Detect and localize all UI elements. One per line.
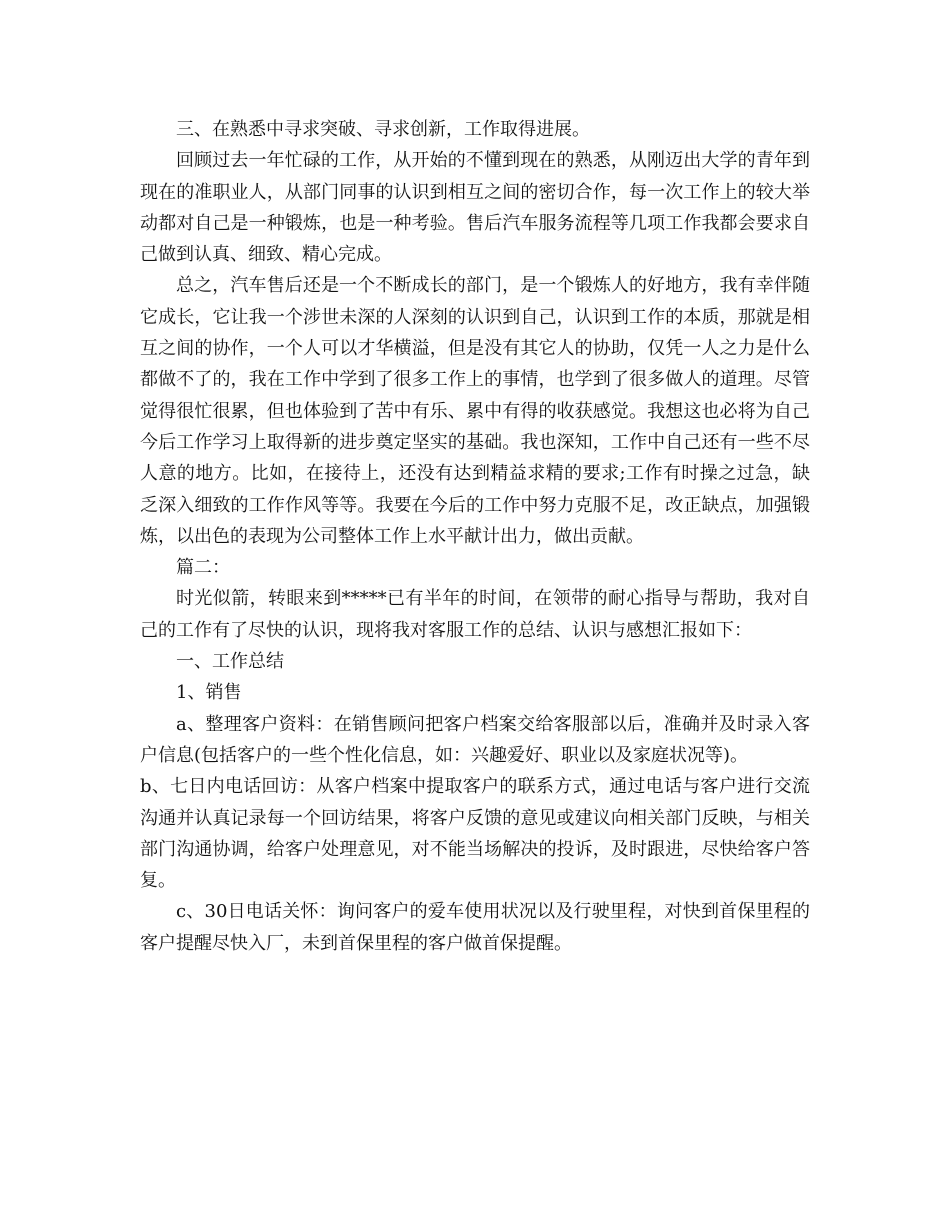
paragraph-item-a: a、整理客户资料：在销售顾问把客户档案交给客服部以后，准确并及时录入客户信息(包括客户的一些个性化信息，如：兴趣爱好、职业以及家庭状况等)。 <box>140 713 810 766</box>
paragraph-work-summary-heading: 一、工作总结 <box>176 651 284 673</box>
paragraph-part-two-heading: 篇二： <box>176 557 230 579</box>
document-page <box>140 114 810 959</box>
paragraph-sales-heading: 1、销售 <box>176 682 242 704</box>
paragraph-section-three-heading: 三、在熟悉中寻求突破、寻求创新，工作取得进展。 <box>176 119 590 140</box>
paragraph-part-two-intro: 时光似箭，转眼来到*****已有半年的时间，在领带的耐心指导与帮助，我对自己的工作有了尽快的认识，现将我对客服工作的总结、认识与感想汇报如下： <box>140 588 810 641</box>
paragraph-item-b: b、七日内电话回访：从客户档案中提取客户的联系方式，通过电话与客户进行交流沟通并认真记录每一个回访结果，将客户反馈的意见或建议向相关部门反映，与相关部门沟通协调，给客户处理意见，对不能当场解决的投诉，及时跟进，尽快给客户答复。 <box>140 776 810 892</box>
paragraph-item-c: c、30日电话关怀：询问客户的爱车使用状况以及行驶里程，对快到首保里程的客户提醒尽快入厂，未到首保里程的客户做首保提醒。 <box>140 901 810 954</box>
paragraph-review-past-year: 回顾过去一年忙碌的工作，从开始的不懂到现在的熟悉，从刚迈出大学的青年到现在的准职业人，从部门同事的认识到相互之间的密切合作，每一次工作上的较大举动都对自己是一种锻炼，也是一种考验。售后汽车服务流程等几项工作我都会要求自己做到认真、细致、精心完成。 <box>140 150 810 266</box>
paragraph-conclusion: 总之，汽车售后还是一个不断成长的部门，是一个锻炼人的好地方，我有幸伴随它成长，它让我一个涉世未深的人深刻的认识到自己，认识到工作的本质，那就是相互之间的协作，一个人可以才华横溢，但是没有其它人的协助，仅凭一人之力是什么都做不了的，我在工作中学到了很多工作上的事情，也学到了很多做人的道理。尽管觉得很忙很累，但也体验到了苦中有乐、累中有得的收获感觉。我想这也必将为自己今后工作学习上取得新的进步奠定坚实的基础。我也深知，工作中自己还有一些不尽人意的地方。比如，在接待上，还没有达到精益求精的要求;工作有时操之过急，缺乏深入细致的工作作风等等。我要在今后的工作中努力克服不足，改正缺点，加强锻炼，以出色的表现为公司整体工作上水平献计出力，做出贡献。 <box>140 275 810 547</box>
